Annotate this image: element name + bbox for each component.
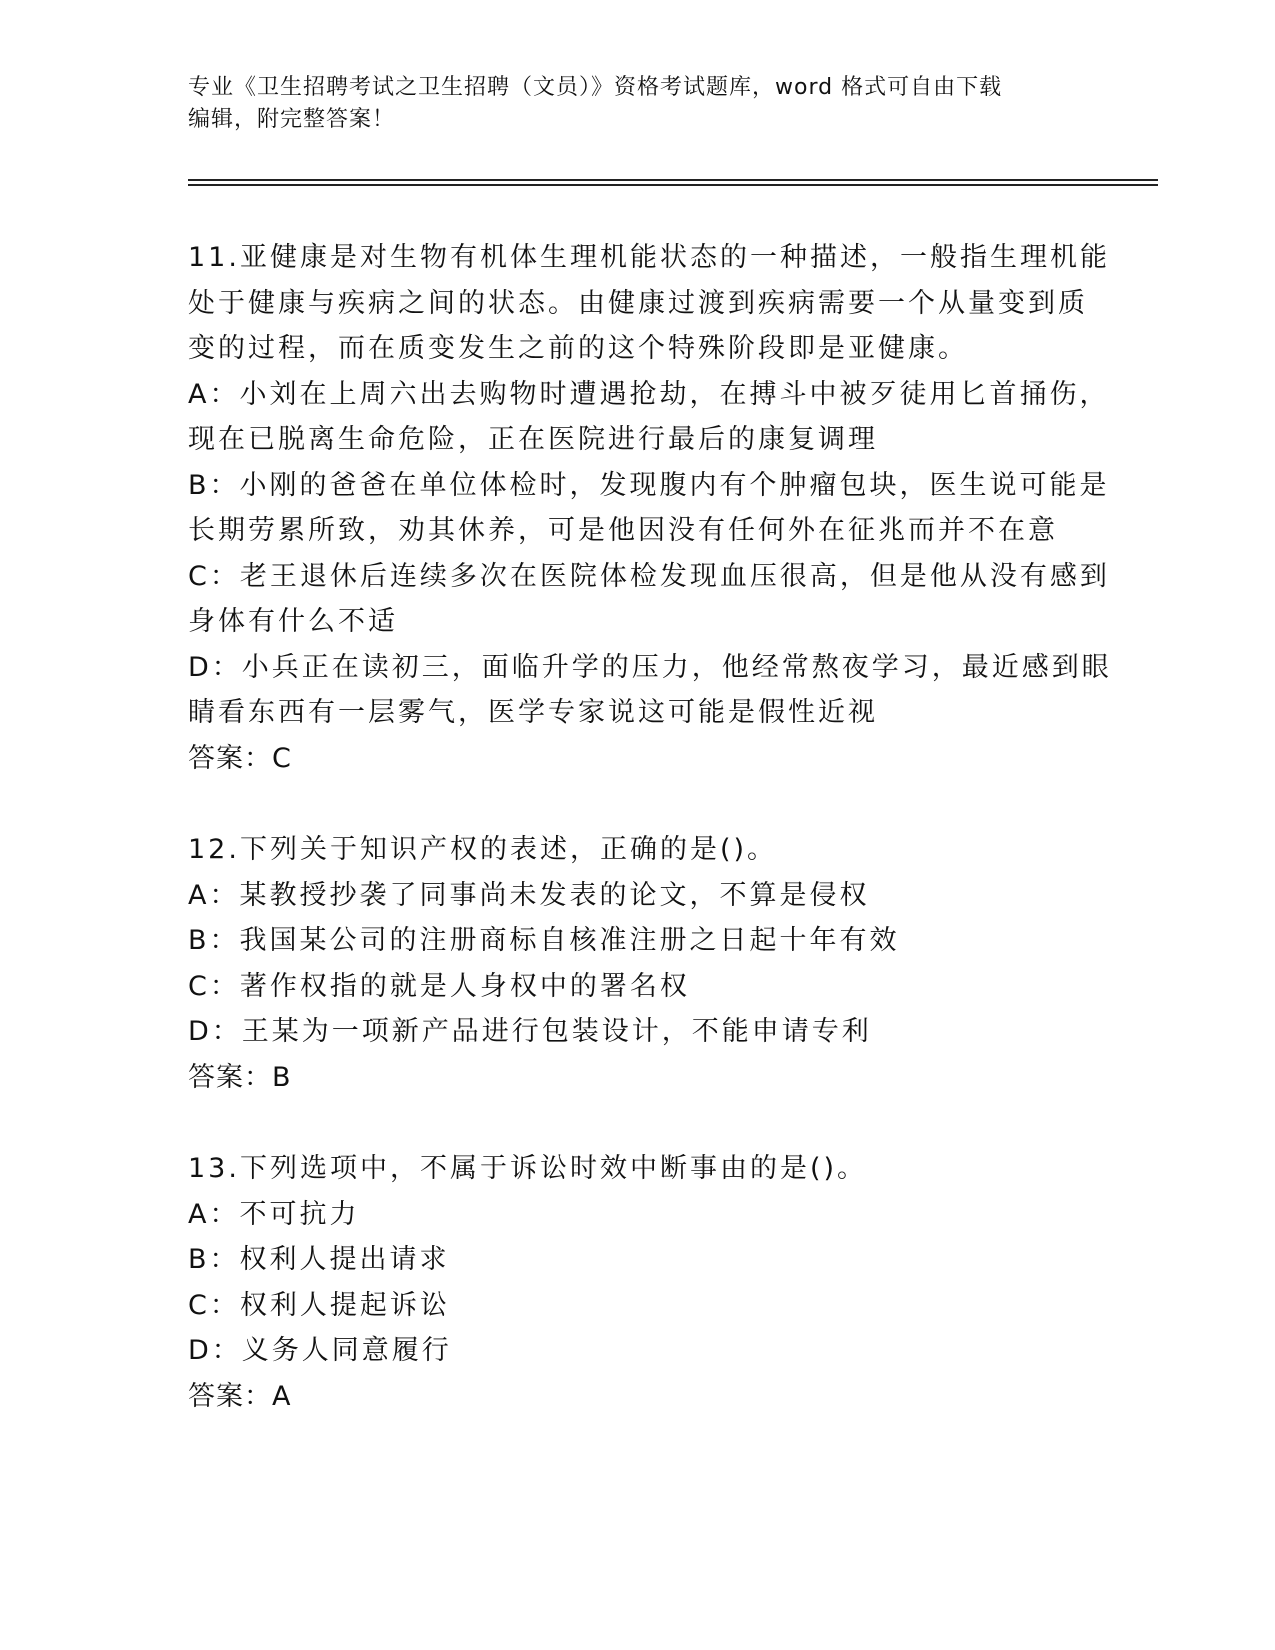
option-b-line: B：权利人提出请求 bbox=[188, 1244, 450, 1275]
question-12 bbox=[188, 827, 1088, 1100]
question-stem-line: 13.下列选项中，不属于诉讼时效中断事由的是()。 bbox=[188, 1153, 868, 1184]
option-d-line: 睛看东西有一层雾气，医学专家说这可能是假性近视 bbox=[188, 697, 878, 728]
question-11 bbox=[188, 235, 1112, 781]
question-13 bbox=[188, 1146, 1088, 1419]
option-d-line: D：义务人同意履行 bbox=[188, 1335, 452, 1366]
option-a-line: 现在已脱离生命危险，正在医院进行最后的康复调理 bbox=[188, 424, 878, 455]
option-d-line: D：王某为一项新产品进行包装设计，不能申请专利 bbox=[188, 1016, 872, 1047]
answer-label: 答案：A bbox=[188, 1380, 292, 1412]
document-header bbox=[188, 72, 1088, 136]
option-c-line: C：著作权指的就是人身权中的署名权 bbox=[188, 970, 690, 1002]
option-d-line: D：小兵正在读初三，面临升学的压力，他经常熬夜学习，最近感到眼 bbox=[188, 651, 1112, 683]
question-stem-line: 变的过程，而在质变发生之前的这个特殊阶段即是亚健康。 bbox=[188, 333, 968, 364]
question-list bbox=[188, 235, 1112, 1465]
question-stem-line: 11.亚健康是对生物有机体生理机能状态的一种描述，一般指生理机能 bbox=[188, 242, 1110, 273]
header-divider-bottom bbox=[188, 184, 1158, 186]
answer-label: 答案：B bbox=[188, 1061, 292, 1093]
option-a-line: A：不可抗力 bbox=[188, 1198, 360, 1230]
option-b-line: B：我国某公司的注册商标自核准注册之日起十年有效 bbox=[188, 925, 900, 956]
option-c-line: C：老王退休后连续多次在医院体检发现血压很高，但是他从没有感到 bbox=[188, 560, 1110, 592]
option-b-line: 长期劳累所致，劝其休养，可是他因没有任何外在征兆而并不在意 bbox=[188, 515, 1058, 546]
header-line: 专业《卫生招聘考试之卫生招聘（文员）》资格考试题库，word 格式可自由下载 bbox=[188, 75, 1003, 100]
option-c-line: 身体有什么不适 bbox=[188, 606, 398, 637]
option-a-line: A：小刘在上周六出去购物时遭遇抢劫，在搏斗中被歹徒用匕首捅伤， bbox=[188, 378, 1110, 410]
option-b-line: B：小刚的爸爸在单位体检时，发现腹内有个肿瘤包块，医生说可能是 bbox=[188, 469, 1110, 501]
answer-label: 答案：C bbox=[188, 742, 292, 774]
header-divider-top bbox=[188, 179, 1158, 181]
option-a-line: A：某教授抄袭了同事尚未发表的论文，不算是侵权 bbox=[188, 879, 870, 911]
question-stem-line: 12.下列关于知识产权的表述，正确的是()。 bbox=[188, 834, 778, 865]
header-line: 编辑，附完整答案！ bbox=[188, 107, 396, 132]
option-c-line: C：权利人提起诉讼 bbox=[188, 1289, 450, 1321]
question-stem-line: 处于健康与疾病之间的状态。由健康过渡到疾病需要一个从量变到质 bbox=[188, 287, 1088, 319]
